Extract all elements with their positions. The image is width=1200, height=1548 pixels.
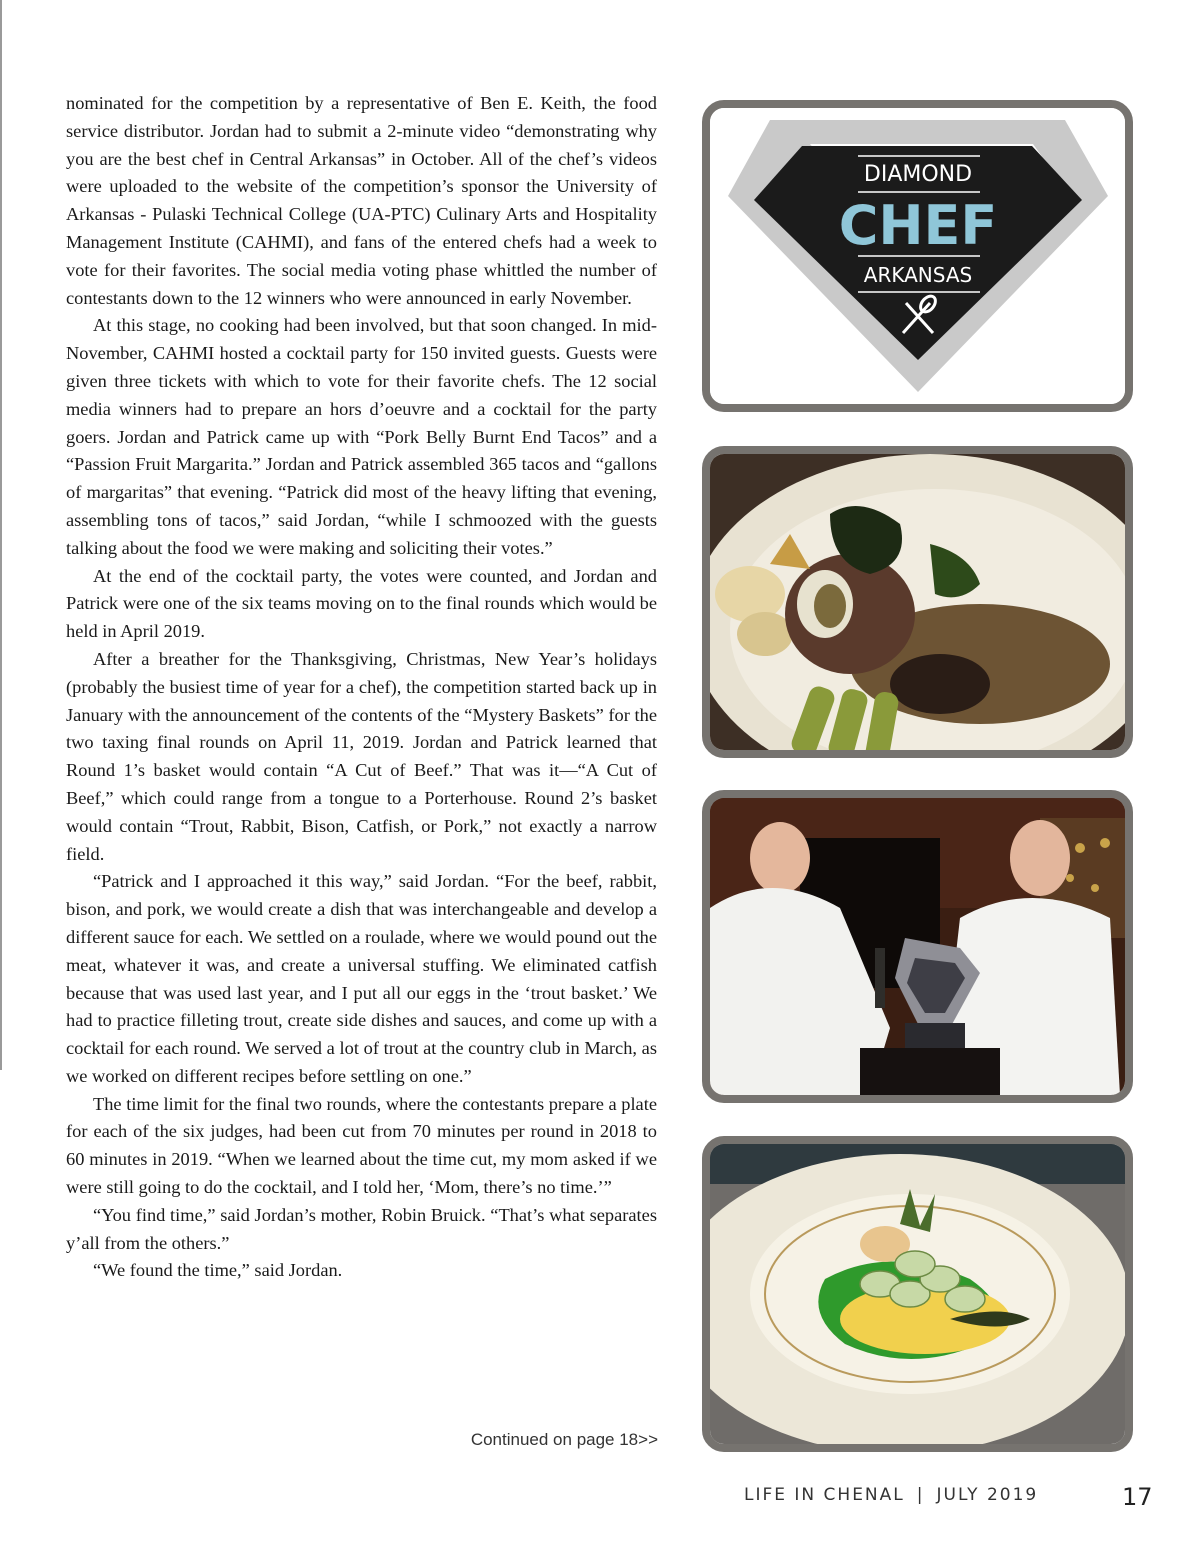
roulade-photo (710, 454, 1125, 750)
issue-date: JULY 2019 (936, 1485, 1039, 1505)
article-paragraph: “Patrick and I approached it this way,” said Jordan. “For the beef, rabbit, bison, and pork, we would create a dish that was interchangeable and develop a different sauce for each. We settled on a roulade, where we would pound out the meat, whatever it was, and create a universal stuffing. We eliminated catfish because that was used last year, and I put all our eggs in the ‘trout basket.’ We had to practice filleting trout, create side dishes and sauces, and come up with a cocktail for each round. We served a lot of trout at the country club in March, as we worked on different recipes before settling on one.” (66, 871, 657, 1086)
continued-note: Continued on page 18>> (470, 1430, 658, 1449)
photo-trout-dish (702, 1136, 1133, 1452)
article-paragraph: After a breather for the Thanksgiving, Christmas, New Year’s holidays (probably the busiest time of year for a chef), the competition started back up in January with the announcement of the contents of the “Mystery Baskets” for the two taxing final rounds on April 11, 2019. Jordan and Patrick learned that Round 1’s basket would contain “A Cut of Beef.” That was it—“A Cut of Beef,” which could range from a tongue to a Porterhouse. Round 2’s basket would contain “Trout, Rabbit, Bison, Catfish, or Pork,” not exactly a narrow field. (66, 648, 657, 864)
article-body (66, 90, 657, 1285)
article-paragraph: nominated for the competition by a representative of Ben E. Keith, the food service distributor. Jordan had to submit a 2-minute video “demonstrating why you are the best chef in Central Arkansas” in October. All of the chef’s videos were uploaded to the website of the competition’s sponsor the University of Arkansas - Pulaski Technical College (UA-PTC) Culinary Arts and Hospitality Management Institute (CAHMI), and fans of the entered chefs had a week to vote for their favorites. The social media voting phase whittled the number of contestants down to the 12 winners who were announced in early November. (66, 93, 657, 308)
footer-separator: | (916, 1485, 925, 1505)
page-number: 17 (1122, 1483, 1153, 1511)
article-paragraph: “We found the time,” said Jordan. (93, 1260, 343, 1281)
logo-line3: ARKANSAS (863, 263, 973, 287)
photo-roulade-dish (702, 446, 1133, 758)
article-paragraph: At the end of the cocktail party, the votes were counted, and Jordan and Patrick were one of the six teams moving on to the final rounds which would be held in April 2019. (66, 565, 657, 642)
page-footer (744, 1485, 1044, 1505)
article-paragraph: “You find time,” said Jordan’s mother, Robin Bruick. “That’s what separates y’all from the others.” (66, 1204, 657, 1253)
page-edge-rule (0, 0, 2, 1070)
logo-line1: DIAMOND (863, 162, 973, 187)
photo-chefs-trophy (702, 790, 1133, 1103)
logo-line2: CHEF (838, 194, 998, 257)
publication-name: LIFE IN CHENAL (744, 1485, 905, 1505)
logo-frame (702, 100, 1133, 412)
chefs-photo (710, 798, 1125, 1095)
article-paragraph: The time limit for the final two rounds, where the contestants prepare a plate for each of the six judges, had been cut from 70 minutes per round in 2018 to 60 minutes in 2019. “When we learned about the time cut, my mom asked if we were still going to do the cocktail, and I told her, ‘Mom, there’s no time.’” (66, 1093, 657, 1198)
trout-photo (710, 1144, 1125, 1444)
article-paragraph: At this stage, no cooking had been involved, but that soon changed. In mid-November, CAHMI hosted a cocktail party for 150 invited guests. Guests were given three tickets with which to vote for their favorite chefs. The 12 social media winners had to prepare an hors d’oeuvre and a cocktail for the party goers. Jordan and Patrick came up with “Pork Belly Burnt End Tacos” and a “Passion Fruit Margarita.” Jordan and Patrick assembled 365 tacos and “gallons of margaritas” that evening. “Patrick did most of the heavy lifting that evening, assembling tons of tacos,” said Jordan, “while I schmoozed with the guests talking about the food we were making and soliciting their votes.” (66, 315, 657, 558)
diamond-chef-logo (710, 108, 1125, 404)
